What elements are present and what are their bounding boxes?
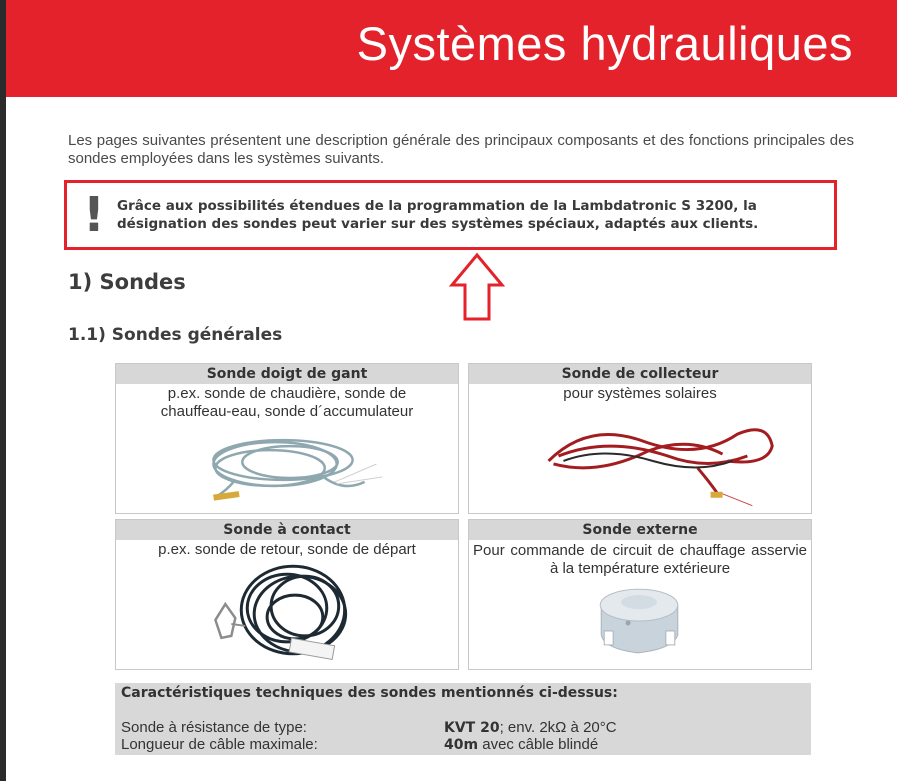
card-sonde-de-collecteur [468, 363, 812, 514]
spec-value-bold: KVT 20 [444, 720, 500, 736]
card-title: Sonde à contact [116, 520, 458, 540]
spec-value-rest: avec câble blindé [478, 736, 599, 753]
card-description: p.ex. sonde de chaudière, sonde de chauffeau-eau, sonde d´accumulateur [160, 385, 414, 420]
card-title: Sonde externe [469, 520, 811, 540]
spec-value-rest: ; env. 2kΩ à 20°C [499, 719, 617, 736]
contact-sensor-image [116, 562, 458, 669]
page-header [6, 0, 897, 97]
subsection-heading-sondes-generales: 1.1) Sondes générales [68, 325, 283, 345]
card-description: p.ex. sonde de retour, sonde de départ [158, 541, 416, 558]
card-description: Pour commande de circuit de chauffage asservie à la température extérieure [473, 542, 807, 577]
card-sonde-a-contact [115, 519, 459, 670]
page-left-border [0, 0, 6, 781]
outdoor-sensor-image [469, 583, 811, 669]
exclamation-icon: ! [83, 187, 105, 243]
up-arrow-icon [449, 252, 505, 322]
card-sonde-externe [468, 519, 812, 670]
card-sonde-doigt-de-gant [115, 363, 459, 514]
spec-row-label: Sonde à résistance de type: [121, 719, 307, 736]
card-title: Sonde de collecteur [469, 364, 811, 384]
card-description: pour systèmes solaires [563, 385, 717, 402]
notice-text: Grâce aux possibilités étendues de la programmation de la Lambdatronic S 3200, la désignation des sondes peut varier sur des systèmes spéciaux, adaptés aux clients. [117, 198, 759, 232]
spec-value-bold: 40m [444, 737, 479, 753]
intro-paragraph: Les pages suivantes présentent une description générale des principaux composants et des fonctions principales des sondes employées dans les systèmes suivants. [68, 132, 854, 167]
page-title: Systèmes hydrauliques [356, 17, 853, 70]
section-heading-sondes: 1) Sondes [68, 270, 186, 294]
card-title: Sonde doigt de gant [116, 364, 458, 384]
specs-title: Caractéristiques techniques des sondes mentionnés ci-dessus: [121, 685, 618, 701]
sensor-cable-image [116, 422, 458, 512]
technical-specs-box [115, 683, 811, 755]
spec-row-value [444, 736, 598, 753]
notice-box [64, 180, 837, 250]
spec-row-label: Longueur de câble maximale: [121, 736, 318, 753]
spec-row-value [444, 719, 617, 736]
collector-sensor-cable-image [469, 406, 811, 511]
